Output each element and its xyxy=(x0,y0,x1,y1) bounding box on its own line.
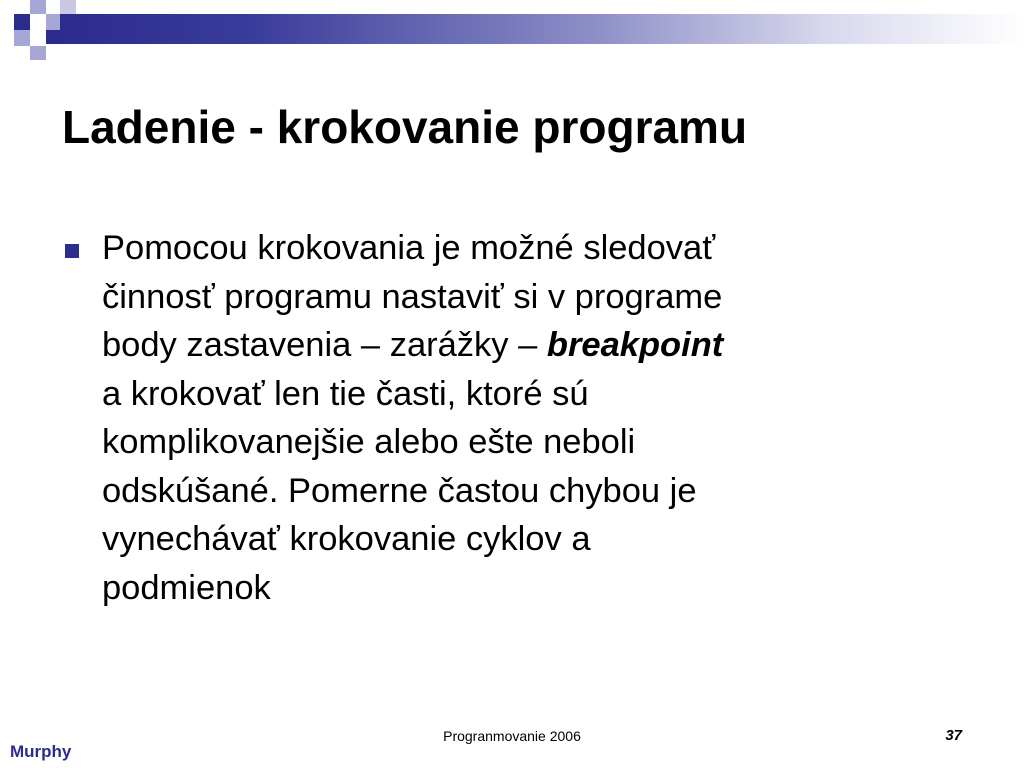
list-item xyxy=(62,224,942,612)
bullet-text-line: podmienok xyxy=(102,568,271,607)
decor-square-icon xyxy=(30,0,46,14)
footer-page-number: 37 xyxy=(945,727,962,744)
bullet-text-line: a krokovať len tie časti, ktoré sú xyxy=(102,374,589,413)
header-gradient-band xyxy=(60,14,1024,44)
bullet-text-line: vynechávať krokovanie cyklov a xyxy=(102,520,591,558)
bullet-text-line: činnosť programu nastaviť si v programe xyxy=(102,277,723,316)
bullet-list xyxy=(62,224,942,612)
footer-course-name: Progranmovanie 2006 xyxy=(443,728,581,744)
decor-square-icon xyxy=(30,46,46,60)
bullet-text-line: body zastavenia – zarážky – xyxy=(102,326,547,364)
footer-author: Murphy xyxy=(10,742,72,761)
square-bullet-icon xyxy=(65,244,79,258)
decor-square-icon xyxy=(46,30,60,44)
bullet-text-line: Pomocou krokovania je možné sledovať xyxy=(102,229,716,267)
decor-square-icon xyxy=(14,14,30,30)
decor-square-icon xyxy=(60,0,76,14)
slide-title: Ladenie - krokovanie programu xyxy=(62,101,748,153)
bullet-emphasis-term: breakpoint xyxy=(546,326,724,364)
decor-square-icon xyxy=(14,30,30,46)
bullet-text-line: odskúšané. Pomerne častou chybou je xyxy=(102,471,697,510)
bullet-text-line: komplikovanejšie alebo ešte neboli xyxy=(102,423,636,461)
